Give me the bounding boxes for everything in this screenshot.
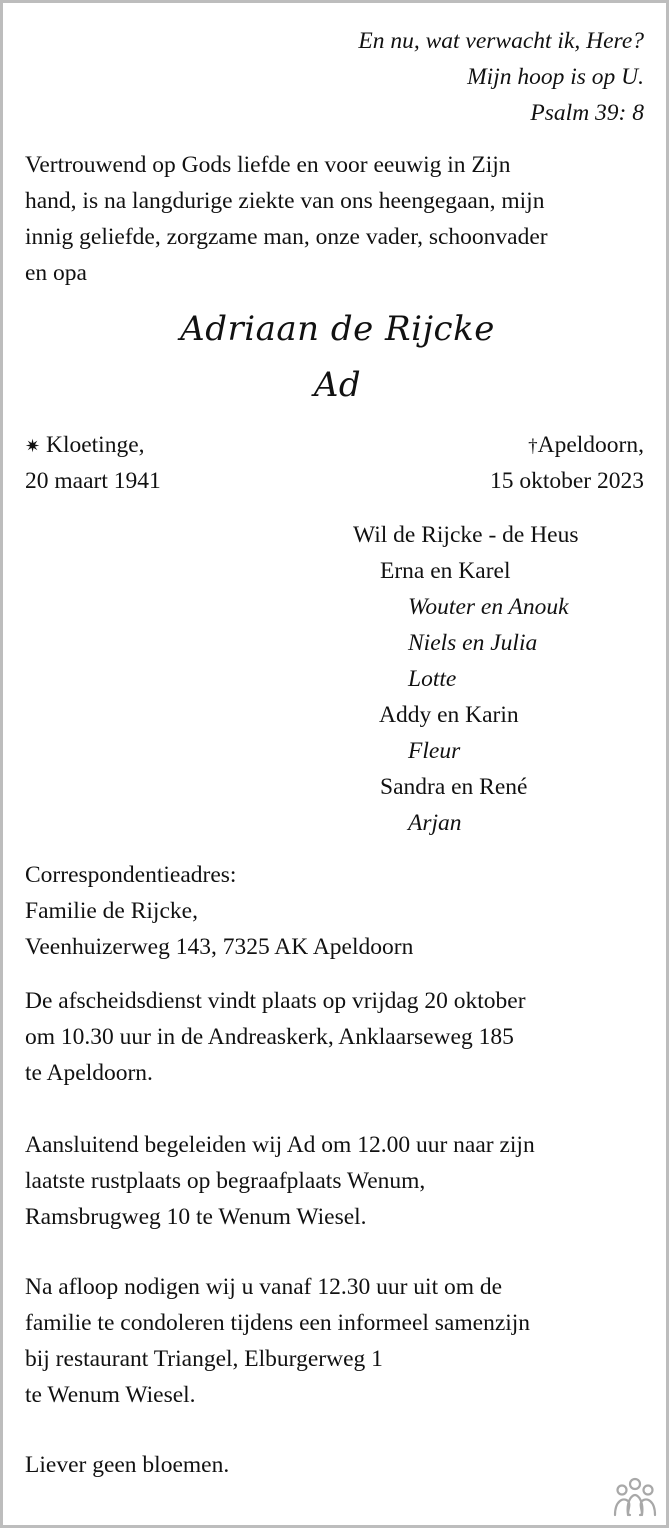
closing-note: Liever geen bloemen. <box>25 1452 230 1478</box>
family-member: Wil de Rijcke - de Heus <box>353 522 579 548</box>
burial-line: Aansluitend begeleiden wij Ad om 12.00 uur naar zijn <box>25 1132 535 1158</box>
burial-line: laatste rustplaats op begraafplaats Wenum, <box>25 1168 426 1194</box>
family-member: Erna en Karel <box>380 558 511 584</box>
family-group-icon <box>612 1477 658 1517</box>
intro-line: hand, is na langdurige ziekte van ons heengegaan, mijn <box>25 188 545 214</box>
correspondence-label: Correspondentieadres: <box>25 862 237 888</box>
reception-line: Na afloop nodigen wij u vanaf 12.30 uur uit om de <box>25 1274 503 1300</box>
birth-star-icon: ✷ <box>25 436 41 457</box>
service-line: De afscheidsdienst vindt plaats op vrijdag 20 oktober <box>25 988 526 1014</box>
family-member: Addy en Karin <box>379 702 519 728</box>
death-cross-icon: † <box>528 436 538 457</box>
family-member: Sandra en René <box>380 774 528 800</box>
birth-place-line <box>25 427 145 465</box>
intro-line: innig geliefde, zorgzame man, onze vader, schoonvader <box>25 224 548 250</box>
service-line: te Apeldoorn. <box>25 1060 153 1086</box>
family-member: Wouter en Anouk <box>408 594 569 620</box>
reception-line: te Wenum Wiesel. <box>25 1382 196 1408</box>
quote-reference: Psalm 39: 8 <box>530 100 644 126</box>
quote-line-1: En nu, wat verwacht ik, Here? <box>358 28 644 54</box>
intro-line: en opa <box>25 260 87 286</box>
birth-place: Kloetinge, <box>45 432 145 458</box>
deceased-full-name: Adriaan de Rijcke <box>180 309 495 349</box>
reception-line: familie te condoleren tijdens een informeel samenzijn <box>25 1310 531 1336</box>
birth-date: 20 maart 1941 <box>25 468 161 494</box>
correspondence-name: Familie de Rijcke, <box>25 898 198 924</box>
quote-line-2: Mijn hoop is op U. <box>467 64 644 90</box>
service-line: om 10.30 uur in de Andreaskerk, Anklaarseweg 185 <box>25 1024 514 1050</box>
reception-line: bij restaurant Triangel, Elburgerweg 1 <box>25 1346 383 1372</box>
deceased-nickname: Ad <box>313 365 362 405</box>
correspondence-address: Veenhuizerweg 143, 7325 AK Apeldoorn <box>25 934 414 960</box>
death-place: Apeldoorn, <box>537 432 644 458</box>
death-place-line <box>528 427 644 465</box>
family-member: Niels en Julia <box>408 630 538 656</box>
family-member: Fleur <box>408 738 461 764</box>
burial-line: Ramsbrugweg 10 te Wenum Wiesel. <box>25 1204 367 1230</box>
family-member: Lotte <box>408 666 457 692</box>
death-date: 15 oktober 2023 <box>489 468 644 494</box>
intro-line: Vertrouwend op Gods liefde en voor eeuwig in Zijn <box>25 152 511 178</box>
family-member: Arjan <box>408 810 462 836</box>
